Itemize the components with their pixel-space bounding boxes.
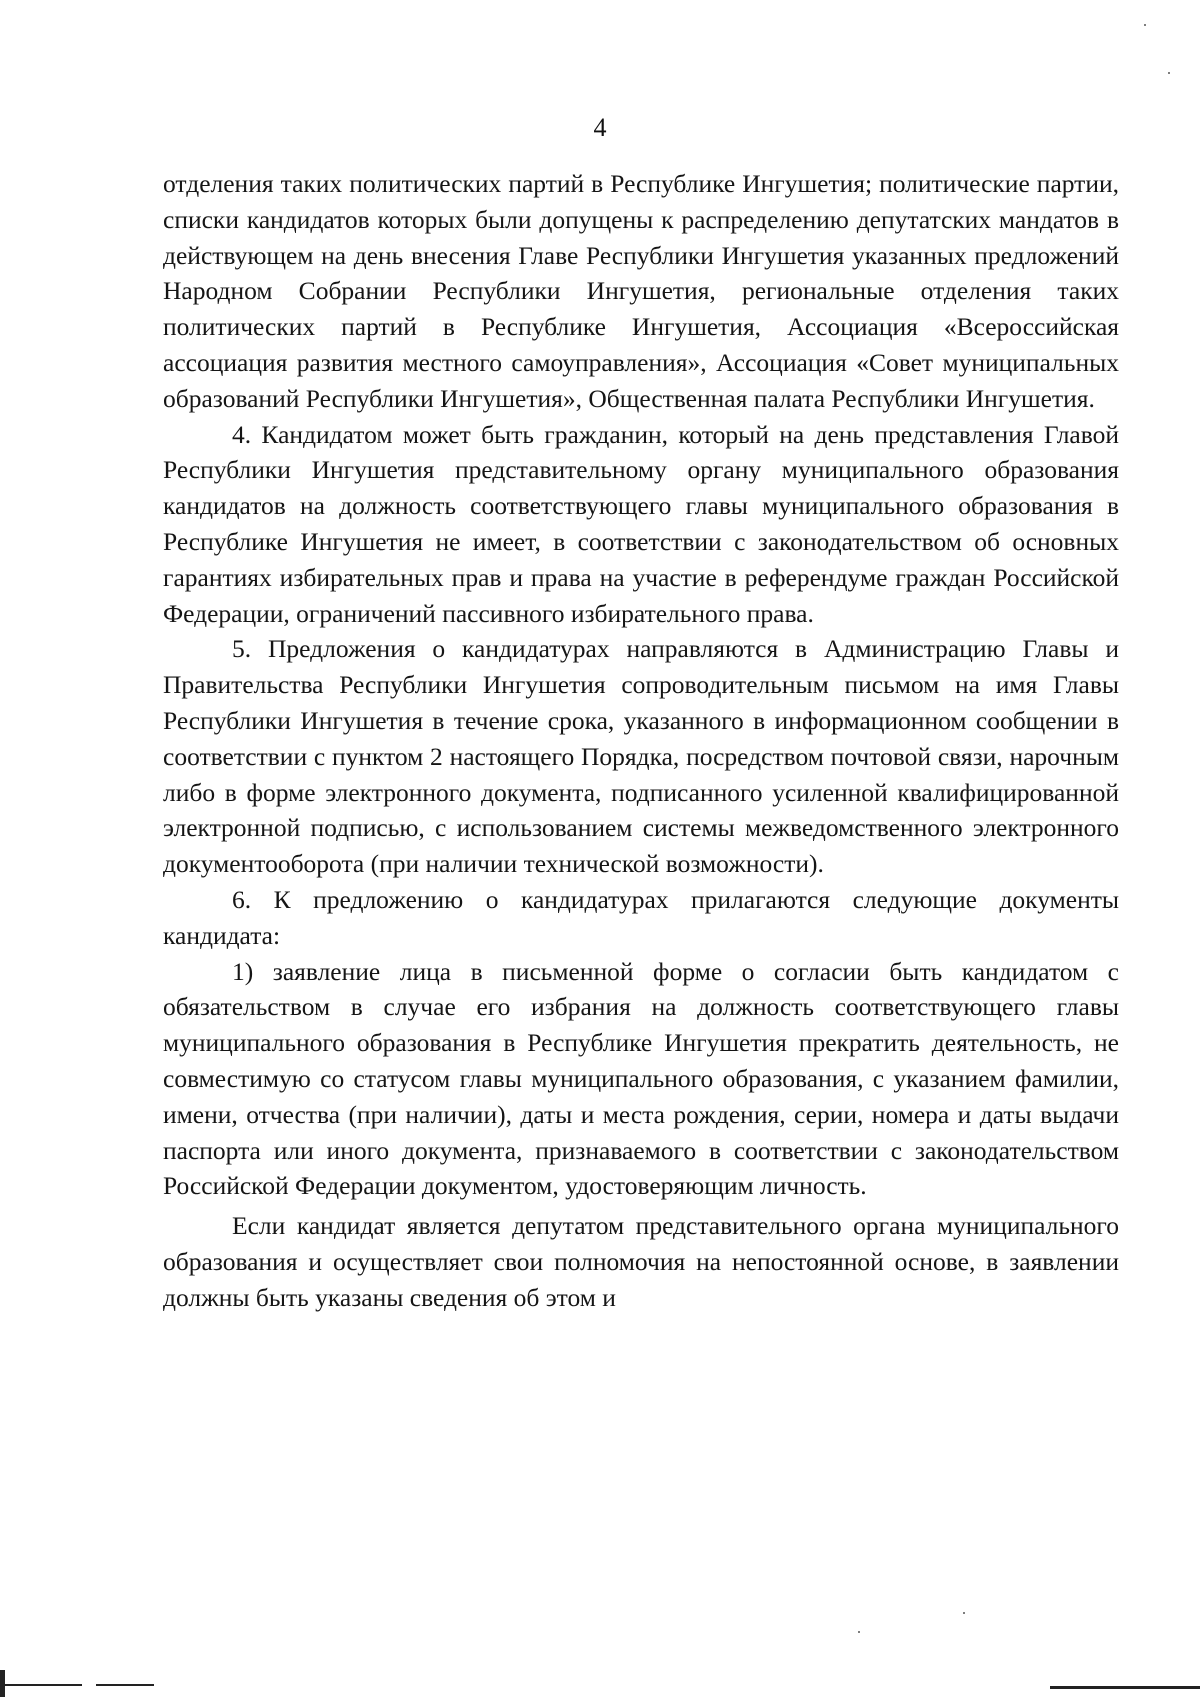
scan-artifact-dot: [858, 1631, 860, 1633]
scan-artifact-dot: [1144, 24, 1146, 26]
scan-artifact-dot: [963, 1612, 965, 1614]
paragraph-item-5: 5. Предложения о кандидатурах направляются в Администрацию Главы и Правительства Республики Ингушетия сопроводительным письмом на имя Главы Республики Ингушетия в течение срока, указанного в информационном сообщении в соответствии с пунктом 2 настоящего Порядка, посредством почтовой связи, нарочным либо в форме электронного документа, подписанного усиленной квалифицированной электронной подписью, с использованием системы межведомственного электронного документооборота (при наличии технической возможности).: [163, 634, 1119, 879]
scan-artifact-dot: [1168, 72, 1170, 74]
page-number: 4: [593, 113, 607, 142]
document-body: [163, 166, 1119, 1316]
scan-artifact-bottom-line-1: [0, 1684, 82, 1686]
paragraph-item-6: 6. К предложению о кандидатурах прилагаются следующие документы кандидата:: [163, 884, 1119, 950]
paragraph-candidate-deputy: Если кандидат является депутатом представительного органа муниципального образования и осуществляет свои полномочия на непостоянной основе, в заявлении должны быть указаны сведения об этом и: [163, 1211, 1119, 1312]
scan-artifact-bottom-line-2: [96, 1684, 154, 1686]
paragraph-subitem-6-1: 1) заявление лица в письменной форме о согласии быть кандидатом с обязательством в случае его избрания на должность соответствующего главы муниципального образования в Республике Ингушетия прекратить деятельность, не совместимую со статусом главы муниципального образования, с указанием фамилии, имени, отчества (при наличии), даты и места рождения, серии, номера и даты выдачи паспорта или иного документа, признаваемого в соответствии с законодательством Российской Федерации документом, удостоверяющим личность.: [163, 956, 1119, 1201]
paragraph-continuation: отделения таких политических партий в Республике Ингушетия; политические партии, списки кандидатов которых были допущены к распределению депутатских мандатов в действующем на день внесения Главе Республики Ингушетия указанных предложений Народном Собрании Республики Ингушетия, региональные отделения таких политических партий в Республике Ингушетия, Ассоциация «Всероссийская ассоциация развития местного самоуправления», Ассоциация «Совет муниципальных образований Республики Ингушетия», Общественная палата Республики Ингушетия.: [163, 169, 1119, 413]
scan-artifact-bottom-line-3: [1050, 1686, 1200, 1689]
paragraph-item-4: 4. Кандидатом может быть гражданин, который на день представления Главой Республики Ингушетия представительному органу муниципального образования кандидатов на должность соответствующего главы муниципального образования в Республике Ингушетия не имеет, в соответствии с законодательством об основных гарантиях избирательных прав и права на участие в референдуме граждан Российской Федерации, ограничений пассивного избирательного права.: [163, 419, 1119, 628]
